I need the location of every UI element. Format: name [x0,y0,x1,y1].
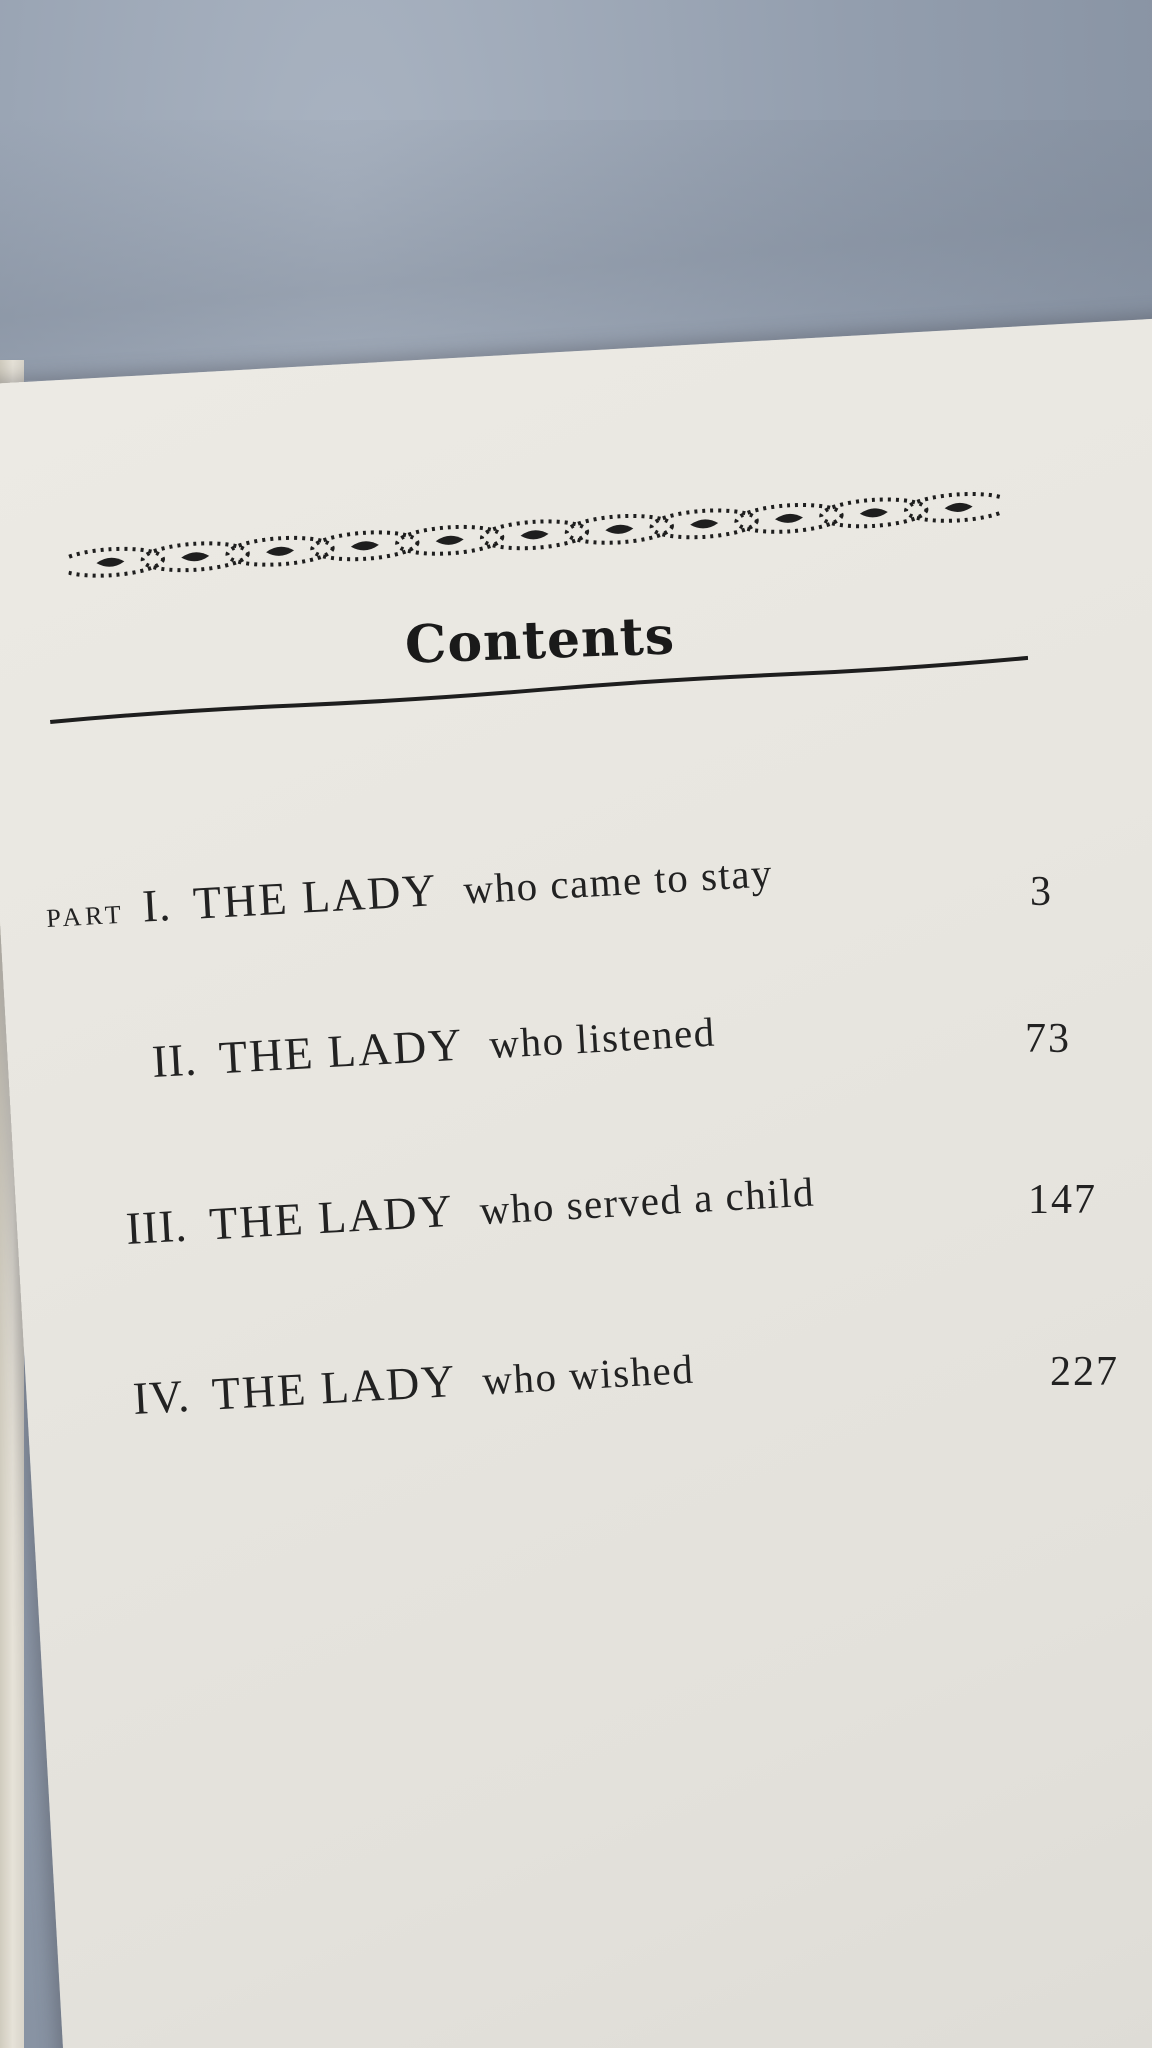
chain-leaf [96,557,125,568]
entry-title: who wished [481,1345,696,1404]
toc-entry-4[interactable] [132,1341,696,1425]
entry-subject: THE LADY [191,864,439,929]
entry-subject: THE LADY [207,1184,456,1250]
chain-leaf [266,546,295,557]
toc-page-number-4: 227 [1050,1349,1119,1395]
chain-leaf [435,535,464,546]
entry-subject: THE LADY [217,1018,465,1084]
entry-title: who came to stay [462,849,775,913]
contents-heading: Contents [403,605,677,676]
toc-page-number-3: 147 [1028,1177,1097,1223]
chain-leaf [351,540,380,551]
chain-leaf [775,513,804,524]
entry-numeral: IV. [131,1369,192,1424]
entry-numeral: I. [140,879,173,932]
chain-leaf [944,502,973,513]
toc-page-number-1: 3 [1030,869,1053,915]
chain-leaf [520,529,549,540]
entry-numeral: II. [150,1033,199,1087]
toc-page-number-2: 73 [1025,1016,1071,1062]
toc-entry-2[interactable] [151,1004,717,1088]
part-label: PART [45,899,126,933]
entry-title: who listened [488,1008,717,1068]
toc-entry-1[interactable] [45,844,775,938]
entry-subject: THE LADY [210,1354,458,1420]
entry-numeral: III. [124,1199,189,1254]
chain-leaf [605,524,634,535]
entry-title: who served a child [478,1168,816,1234]
decorative-chain-border [66,475,1003,595]
toc-entry-3[interactable] [125,1164,817,1255]
chain-leaf [181,551,210,562]
chain-leaf [690,518,719,529]
chain-leaf [860,507,889,518]
